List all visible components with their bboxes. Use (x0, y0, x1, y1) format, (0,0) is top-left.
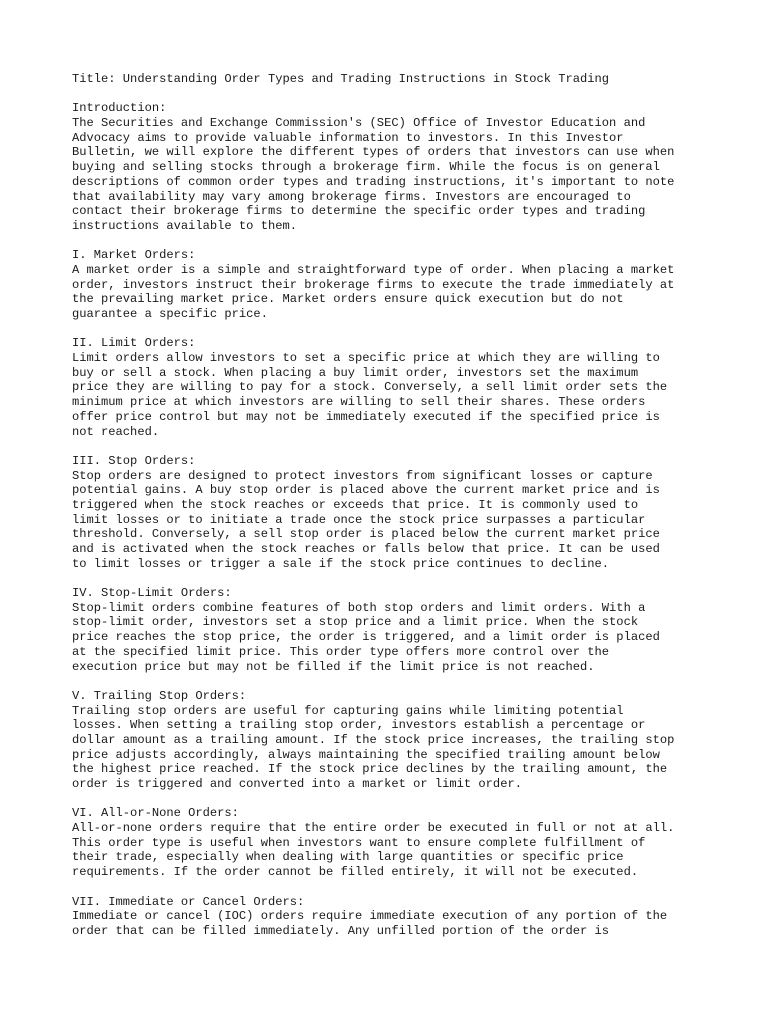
paragraph-gap (72, 674, 712, 689)
paragraph-gap (72, 792, 712, 807)
section-heading: IV. Stop-Limit Orders: (72, 586, 232, 601)
section-stop-orders (72, 454, 712, 572)
body-line: and is activated when the stock reaches or falls below that price. It can be used (72, 542, 660, 556)
section-heading: III. Stop Orders: (72, 453, 196, 468)
body-line: order is triggered and converted into a market or limit order. (72, 777, 522, 791)
body-line: stop-limit order, investors set a stop price and a limit price. When the stock (72, 615, 639, 630)
body-line: the prevailing market price. Market orders ensure quick execution but do not (72, 292, 624, 307)
body-line: limit losses or to initiate a trade once the stock price surpasses a particular (72, 512, 646, 527)
body-line: offer price control but may not be immediately executed if the specified price is (72, 409, 660, 424)
paragraph-gap (72, 234, 712, 249)
paragraph-gap (72, 322, 712, 337)
paragraph-gap (72, 880, 712, 895)
body-line: price they are willing to pay for a stock. Conversely, a sell limit order sets the (72, 380, 668, 395)
document-title: Title: Understanding Order Types and Trading Instructions in Stock Trading (72, 72, 610, 86)
body-line: Stop orders are designed to protect investors from significant losses or capture (72, 468, 653, 483)
body-line: that availability may vary among brokerage firms. Investors are encouraged to (72, 189, 631, 204)
body-line: execution price but may not be filled if the limit price is not reached. (72, 659, 595, 674)
body-line: Immediate or cancel (IOC) orders require immediate execution of any portion of the (72, 909, 668, 924)
body-line: contact their brokerage firms to determine the specific order types and trading (72, 204, 646, 219)
section-immediate-or-cancel-orders (72, 895, 712, 939)
body-line: The Securities and Exchange Commission's (SEC) Office of Investor Education and (72, 116, 646, 131)
body-line: Stop-limit orders combine features of both stop orders and limit orders. With a (72, 600, 646, 615)
body-line: buying and selling stocks through a brokerage firm. While the focus is on general (72, 160, 660, 175)
body-line: minimum price at which investors are willing to sell their shares. These orders (72, 395, 646, 410)
body-line: not reached. (72, 424, 160, 439)
section-limit-orders (72, 336, 712, 439)
body-line: Bulletin, we will explore the different types of orders that investors can use when (72, 145, 675, 160)
introduction-heading: Introduction: (72, 101, 167, 116)
section-stop-limit-orders (72, 586, 712, 674)
body-line: This order type is useful when investors want to ensure complete fulfillment of (72, 835, 646, 850)
section-heading: VII. Immediate or Cancel Orders: (72, 894, 305, 909)
section-market-orders (72, 248, 712, 321)
body-line: instructions available to them. (72, 218, 297, 233)
section-all-or-none-orders (72, 806, 712, 879)
body-line: dollar amount as a trailing amount. If the stock price increases, the trailing stop (72, 732, 675, 747)
section-heading: II. Limit Orders: (72, 336, 196, 351)
body-line: order, investors instruct their brokerage firms to execute the trade immediately at (72, 277, 675, 292)
body-line: All-or-none orders require that the entire order be executed in full or not at all. (72, 821, 675, 836)
section-heading: VI. All-or-None Orders: (72, 806, 239, 821)
paragraph-gap (72, 87, 712, 102)
body-line: buy or sell a stock. When placing a buy limit order, investors set the maximum (72, 365, 639, 380)
body-line: losses. When setting a trailing stop order, investors establish a percentage or (72, 718, 646, 733)
section-heading: I. Market Orders: (72, 248, 196, 263)
body-line: Advocacy aims to provide valuable information to investors. In this Investor (72, 130, 624, 145)
body-line: Trailing stop orders are useful for capturing gains while limiting potential (72, 703, 624, 718)
body-line: their trade, especially when dealing with large quantities or specific price (72, 850, 624, 865)
paragraph-gap (72, 571, 712, 586)
body-line: potential gains. A buy stop order is placed above the current market price and is (72, 483, 660, 498)
body-line: price adjusts accordingly, always maintaining the specified trailing amount below (72, 747, 660, 762)
section-trailing-stop-orders (72, 689, 712, 792)
body-line: at the specified limit price. This order type offers more control over the (72, 644, 610, 659)
section-heading: V. Trailing Stop Orders: (72, 688, 247, 703)
body-line: guarantee a specific price. (72, 307, 268, 321)
body-line: descriptions of common order types and trading instructions, it's important to note (72, 174, 675, 189)
body-line: order that can be filled immediately. Any unfilled portion of the order is (72, 923, 610, 938)
body-line: requirements. If the order cannot be filled entirely, it will not be executed. (72, 865, 639, 880)
body-line: price reaches the stop price, the order is triggered, and a limit order is placed (72, 630, 660, 645)
body-line: triggered when the stock reaches or exceeds that price. It is commonly used to (72, 497, 639, 512)
introduction-section (72, 101, 712, 233)
body-line: threshold. Conversely, a sell stop order is placed below the current market price (72, 527, 660, 542)
paragraph-gap (72, 439, 712, 454)
body-line: Limit orders allow investors to set a specific price at which they are willing to (72, 351, 660, 366)
body-line: the highest price reached. If the stock price declines by the trailing amount, the (72, 762, 668, 777)
body-line: A market order is a simple and straightforward type of order. When placing a market (72, 262, 675, 277)
document-body (72, 72, 712, 939)
body-line: to limit losses or trigger a sale if the stock price continues to decline. (72, 556, 610, 571)
